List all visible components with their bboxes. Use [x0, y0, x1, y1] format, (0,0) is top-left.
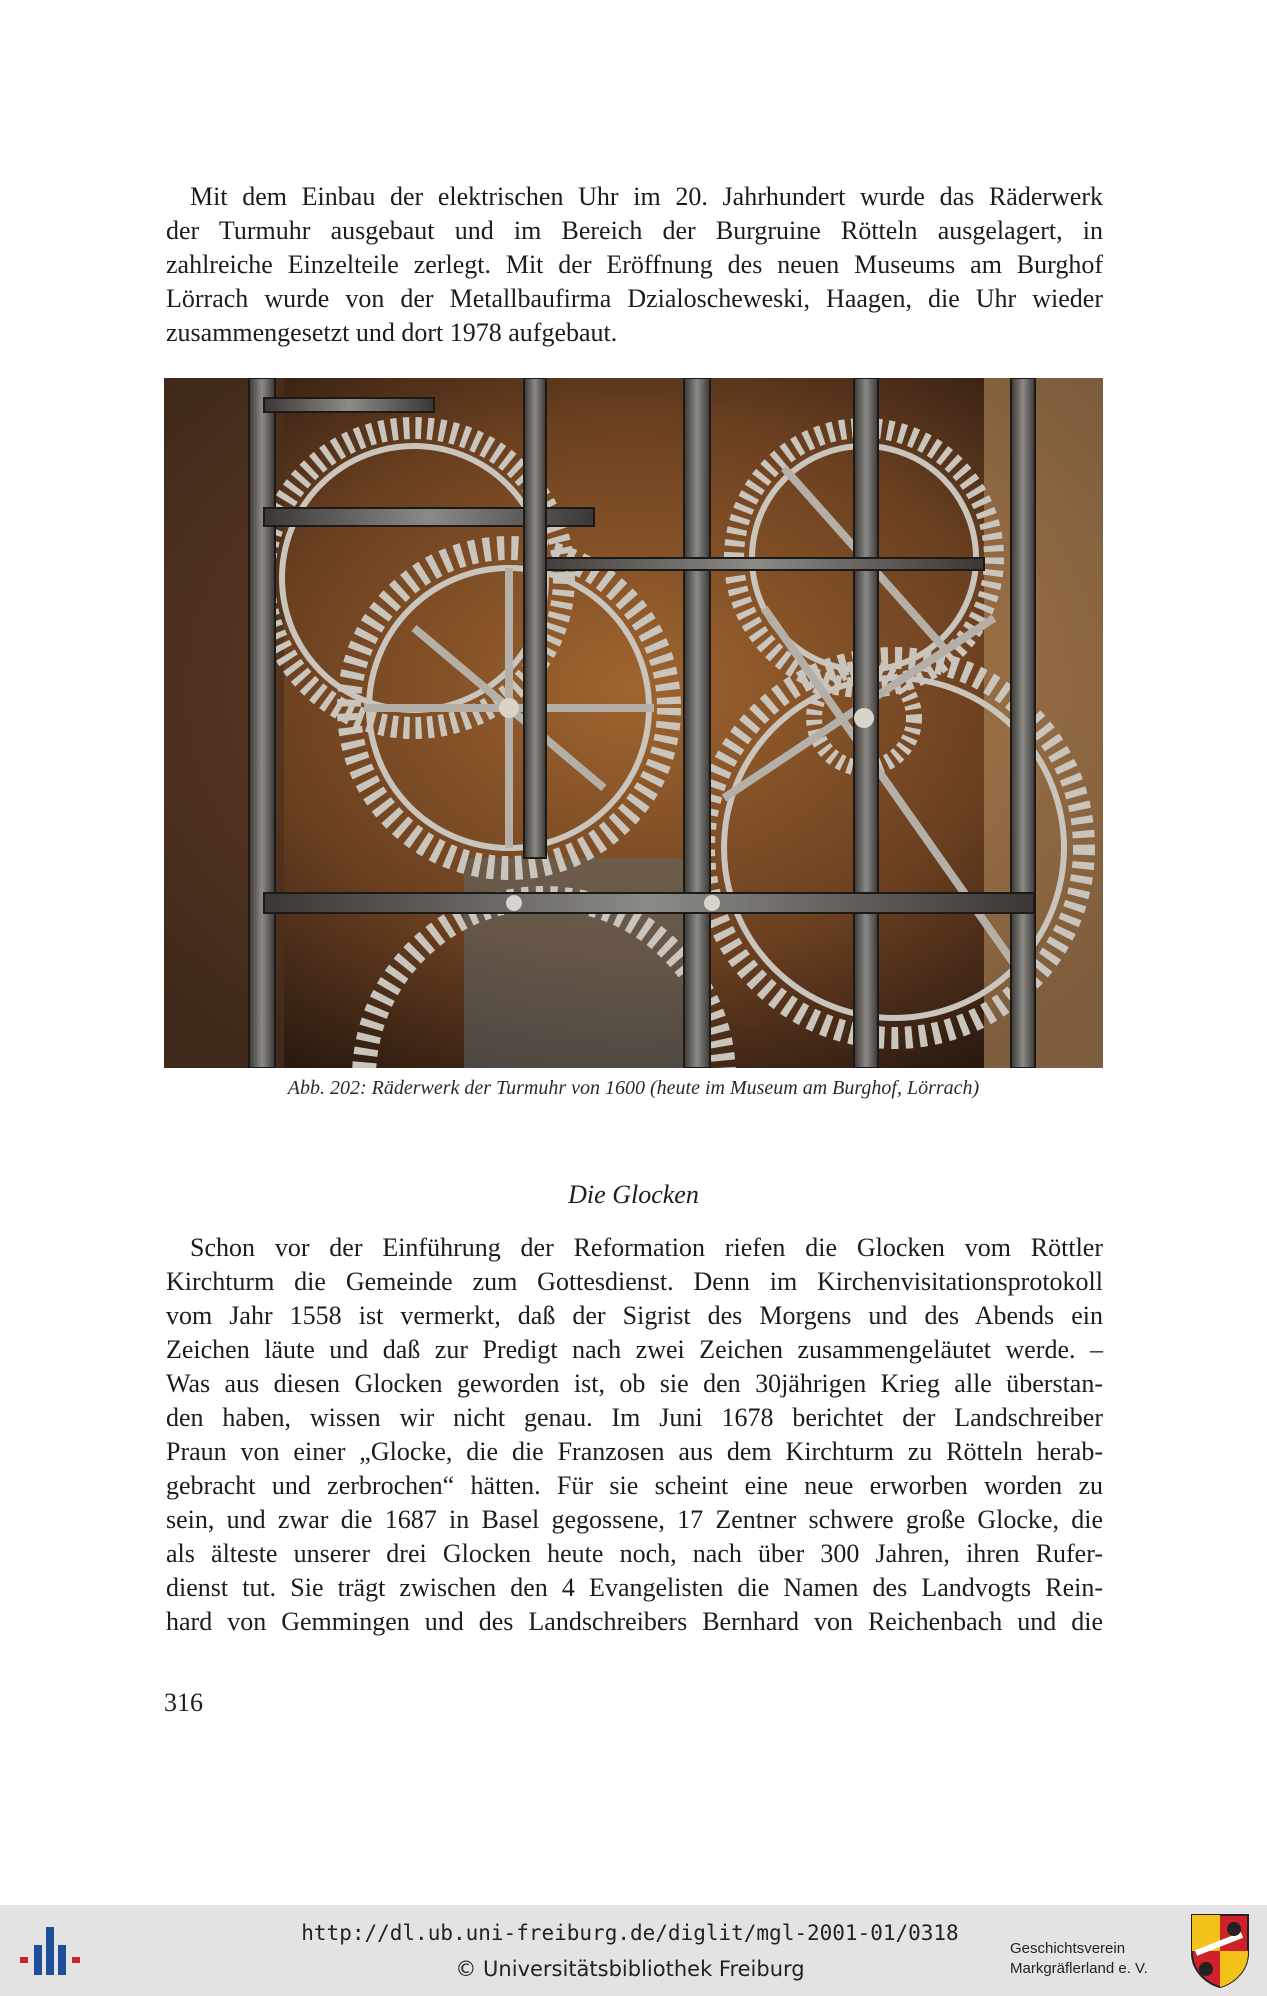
text-line: dienst tut. Sie trägt zwischen den 4 Evangelisten die Namen des Landvogts Rein- — [166, 1573, 1103, 1602]
text-line: zahlreiche Einzelteile zerlegt. Mit der Eröffnung des neuen Museums am Burghof — [166, 250, 1103, 279]
text-line: Lörrach wurde von der Metallbaufirma Dzialoscheweski, Haagen, die Uhr wieder — [166, 284, 1103, 313]
footer-bar — [0, 1905, 1267, 1996]
text-line: hard von Gemmingen und des Landschreibers Bernhard von Reichenbach und die — [166, 1607, 1103, 1636]
text-line: als älteste unserer drei Glocken heute noch, nach über 300 Jahren, ihren Rufer- — [166, 1539, 1103, 1568]
text-line: Schon vor der Einführung der Reformation riefen die Glocken vom Röttler — [190, 1233, 1103, 1262]
text-line: Mit dem Einbau der elektrischen Uhr im 20. Jahrhundert wurde das Räderwerk — [190, 182, 1103, 211]
text-line: gebracht und zerbrochen“ hätten. Für sie scheint eine neue erworben worden zu — [166, 1471, 1103, 1500]
text-line: Praun von einer „Glocke, die die Franzosen aus dem Kirchturm zu Rötteln herab- — [166, 1437, 1103, 1466]
page-number: 316 — [164, 1688, 203, 1717]
coat-of-arms-icon — [1190, 1913, 1250, 1989]
paragraph-bells — [166, 1231, 1103, 1639]
figure-caption: Abb. 202: Räderwerk der Turmuhr von 1600 (heute im Museum am Burghof, Lörrach) — [287, 1077, 980, 1099]
text-line: der Turmuhr ausgebaut und im Bereich der Burgruine Rötteln ausgelagert, in — [166, 216, 1103, 245]
paragraph-intro — [166, 180, 1103, 350]
clockwork-photo — [164, 378, 1103, 1068]
text-line: Zeichen läute und daß zur Predigt nach zwei Zeichen zusammengeläutet werde. – — [166, 1335, 1103, 1364]
text-line: Was aus diesen Glocken geworden ist, ob sie den 30jährigen Krieg alle überstan- — [166, 1369, 1103, 1398]
text-line: sein, und zwar die 1687 in Basel gegossene, 17 Zentner schwere große Glocke, die — [166, 1505, 1103, 1534]
text-line: zusammengesetzt und dort 1978 aufgebaut. — [166, 318, 618, 347]
document-url-link[interactable]: http://dl.ub.uni-freiburg.de/diglit/mgl-2001-01/0318 — [301, 1921, 959, 1945]
society-name-line: Markgräflerland e. V. — [1010, 1960, 1148, 1977]
copyright-text: © Universitätsbibliothek Freiburg — [455, 1957, 805, 1981]
ub-freiburg-logo-icon[interactable] — [18, 1919, 82, 1983]
text-line: Kirchturm die Gemeinde zum Gottesdienst. Denn im Kirchenvisitationsprotokoll — [166, 1267, 1103, 1296]
section-heading: Die Glocken — [568, 1180, 699, 1209]
society-name — [1010, 1939, 1190, 1979]
society-name-line: Geschichtsverein — [1010, 1940, 1126, 1957]
text-line: den haben, wissen wir nicht genau. Im Juni 1678 berichtet der Landschreiber — [166, 1403, 1103, 1432]
text-line: vom Jahr 1558 ist vermerkt, daß der Sigrist des Morgens und des Abends ein — [166, 1301, 1103, 1330]
